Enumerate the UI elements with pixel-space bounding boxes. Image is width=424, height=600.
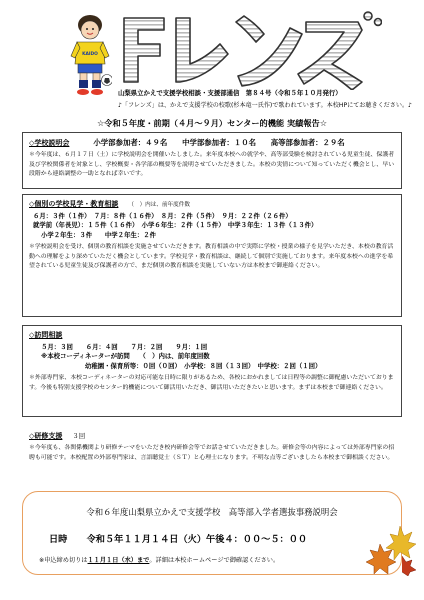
section-title: ◇学校説明会 [29,139,70,147]
stat-line: ※本校コーディネーターが訪問 （ ）内は、前年度回数 [41,352,210,361]
admissions-info-box [22,491,402,575]
stat-line: 幼稚園・保育所等：０回（０回） 小学校：８回（１３回） 中学校：２回（１回） [85,361,322,370]
date-value: 令和５年１１月１４日（火）午後４：００～５：００ [86,534,308,545]
issue-line: 山梨県立かえで支援学校相談・支援部通信 第８４号（令和５年１０月発行） [118,89,342,97]
section-training [22,426,402,482]
participant-counts: 小学部参加者：４９名 中学部参加者：１０名 高等部参加者：２９名 [93,138,345,147]
autumn-leaves-illustration [366,522,418,576]
section-title: ◇研修支援 [29,432,63,440]
stat-line: ５月：３回 ６月：４回 ７月：２回 ９月：１回 [41,343,208,351]
note-prefix: ※申込締め切りは [39,557,88,564]
report-title: ☆令和５年度・前期（４月～９月）センター的機能 実績報告☆ [96,118,328,128]
info-date [37,531,387,545]
section-title: ◇個別の学校見学・教育相談 [29,200,119,208]
stat-line: ６月：３件（１件） ７月：８件（１６件） ８月：２件（５件） ９月：２２件（２６件） [33,212,292,220]
note-deadline: １１月１日（水）まで [87,557,150,564]
note-suffix: 。詳細は本校ホームページで御確認ください。 [149,557,280,564]
training-count: ３回 [72,432,86,440]
section-outreach [22,325,402,417]
section-school-briefing [22,132,402,189]
stat-line: 小学２年生：３件 中学２年生：２件 [41,230,157,239]
stat-line: 就学前（年長児）：１５件（１６件） 小学６年生：２件（１５件） 中学３年生：１３件（１３件） [33,221,318,230]
section-body: ＊学校説明会を受け、個別の教育相談を実施させていただきます。教育相談の中で実際に学校・授業の様子を見学いただき、本校の教育活動への理解をより深めていただく機会としています。学校見学・教育相談は、継続して個別で実施しております。来年度本校への進学を希望されている児童生徒及び保護者の方で、まだ個別の教育相談を実施していない方は本校まで御連絡ください。 [29,244,394,270]
section-body: ＊外部専門家、本校コーディネーターの対応可能な日時に限りがあるため、各校におかれましては日程等の調整に御配慮いただいております。今後も特別支援学校のセンター的機能について御活用いただき、御活用いただきたいと思います。まずは本校まで御連絡ください。 [29,375,394,391]
friends-logo [120,8,382,90]
section-note: （ ）内は、前年度件数 [128,202,190,208]
song-note: ♪「フレンズ」は、かえで支援学校の校歌(杉本竜一氏作)で歌われています。本校HPにてお聴きください。♪ [118,102,412,109]
info-note [37,555,387,564]
section-title: ◇訪問相談 [29,331,63,339]
friends-logo-graphic [120,8,382,90]
mascot-name-text: KAIDO [82,52,98,57]
date-label: 日時 [49,534,68,545]
section-visits-consultation [22,194,402,317]
section-body: ＊今年度も、各関係機関より研修テーマをいただき校内研修会等でお話させていただきました。研修会等の内容によっては外部専門家の招聘も可能です。本校配置の外部専門家は、言語聴覚士（ＳＴ）と心理士になります。不明な点等ございましたら本校まで御相談ください。 [29,445,395,461]
section-body: ＊今年度は、６月１７日（土）に学校説明会を開催いたしました。来年度本校への就学や、高等部受験を検討されている児童生徒、保護者及び学校関係者を対象とし、学校概要・各学部の概要等を説明させていただきました。本校の実情について知っていただく機会とし、早い段階から連絡調整の一助となれば幸いです。 [29,152,395,178]
info-title: 令和６年度山梨県立かえで支援学校 高等部入学者選抜事務説明会 [86,507,338,517]
mascot-illustration [68,14,112,98]
